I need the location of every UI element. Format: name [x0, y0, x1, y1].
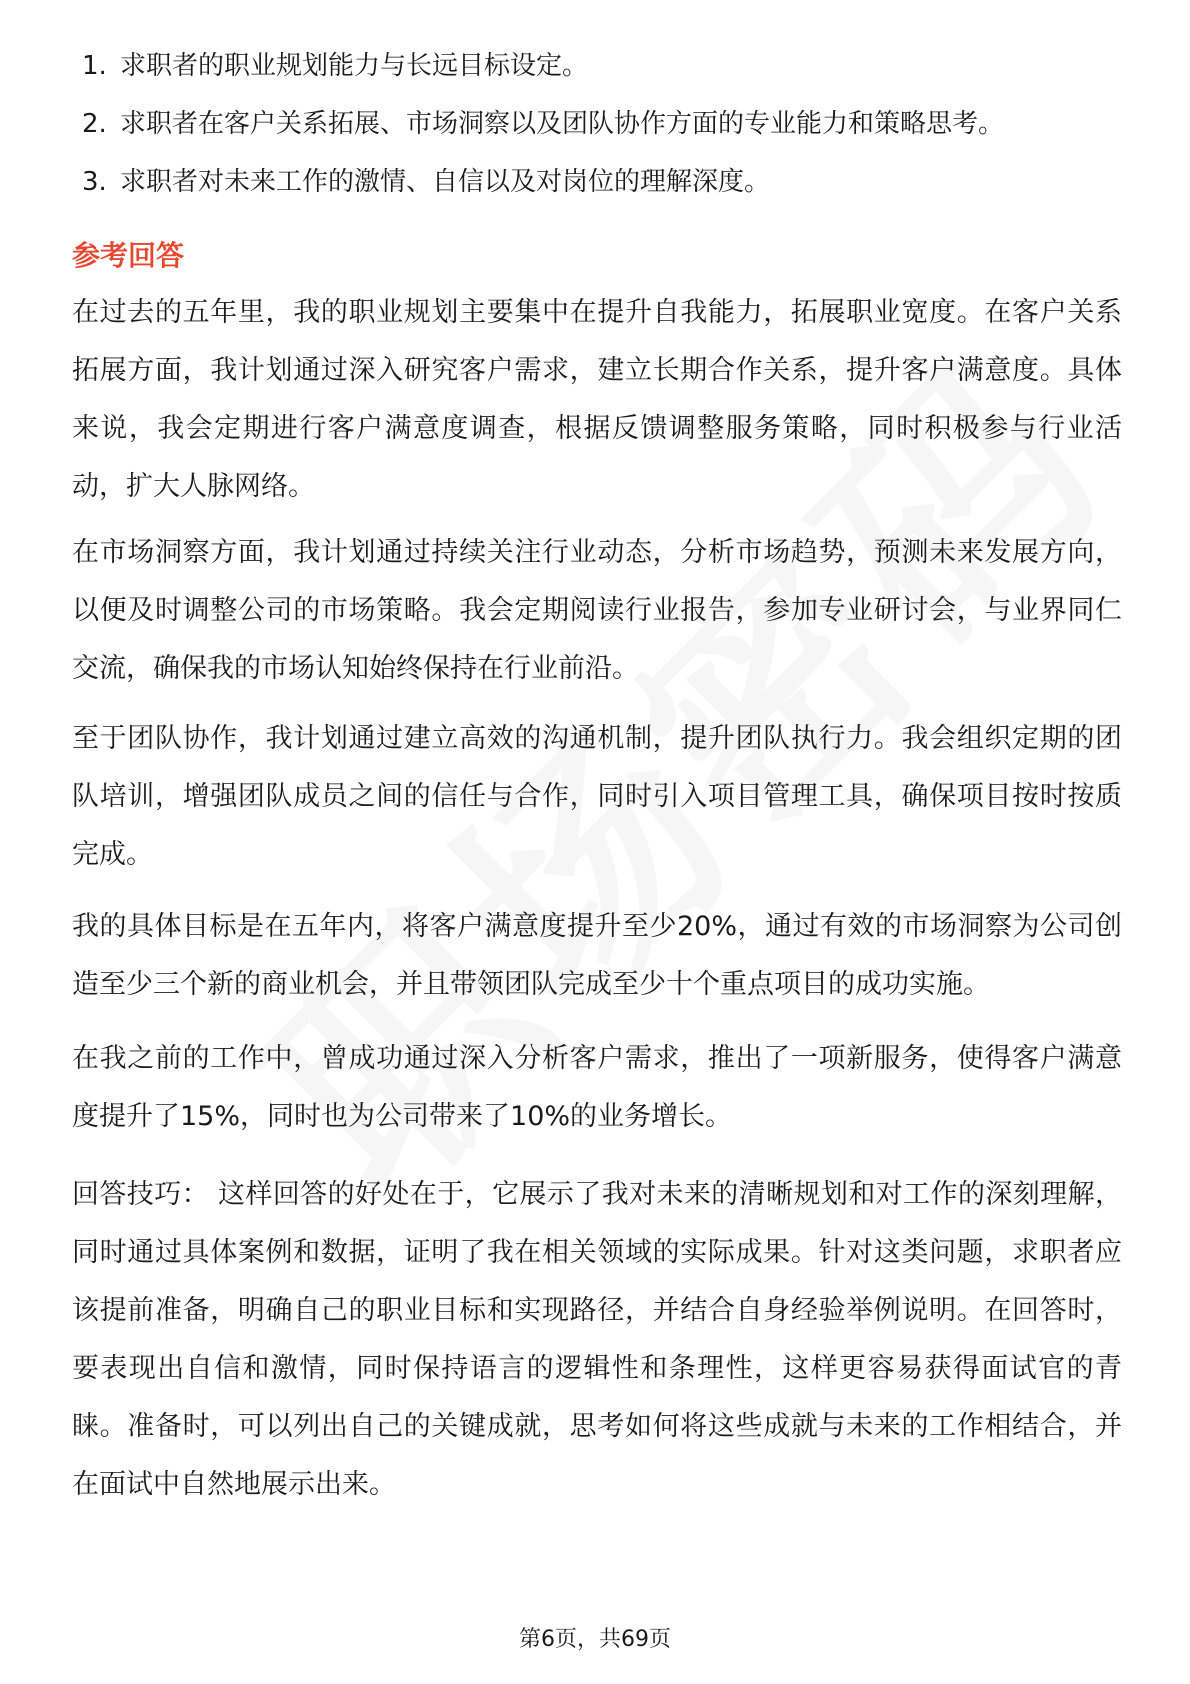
list-text: 求职者的职业规划能力与长远目标设定。: [120, 51, 589, 81]
list-text: 求职者在客户关系拓展、市场洞察以及团队协作方面的专业能力和策略思考。: [120, 109, 1005, 139]
page-number: 第6页，共69页: [519, 1627, 671, 1652]
evaluation-points-list: [82, 44, 1004, 218]
answer-paragraph-5: 在我之前的工作中，曾成功通过深入分析客户需求，推出了一项新服务，使得客户满意度提升了15%，同时也为公司带来了10%的业务增长。: [72, 1043, 1122, 1132]
list-item: [82, 102, 1004, 160]
list-number: 3.: [82, 167, 107, 197]
answer-paragraph-1: 在过去的五年里，我的职业规划主要集中在提升自我能力，拓展职业宽度。在客户关系拓展方面，我计划通过深入研究客户需求，建立长期合作关系，提升客户满意度。具体来说，我会定期进行客户满意度调查，根据反馈调整服务策略，同时积极参与行业活动，扩大人脉网络。: [72, 297, 1122, 502]
answer-paragraph-4: 我的具体目标是在五年内，将客户满意度提升至少20%，通过有效的市场洞察为公司创造至少三个新的商业机会，并且带领团队完成至少十个重点项目的成功实施。: [72, 911, 1122, 1000]
answer-paragraph-3: 至于团队协作，我计划通过建立高效的沟通机制，提升团队执行力。我会组织定期的团队培训，增强团队成员之间的信任与合作，同时引入项目管理工具，确保项目按时按质完成。: [72, 723, 1122, 870]
answer-paragraph-2: 在市场洞察方面，我计划通过持续关注行业动态，分析市场趋势，预测未来发展方向，以便及时调整公司的市场策略。我会定期阅读行业报告，参加专业研讨会，与业界同仁交流，确保我的市场认知始终保持在行业前沿。: [72, 537, 1122, 684]
list-number: 2.: [82, 109, 107, 139]
list-item: [82, 160, 1004, 218]
list-item: [82, 44, 1004, 102]
list-text: 求职者对未来工作的激情、自信以及对岗位的理解深度。: [120, 167, 771, 197]
list-number: 1.: [82, 51, 107, 81]
answer-tips-paragraph: 回答技巧： 这样回答的好处在于，它展示了我对未来的清晰规划和对工作的深刻理解，同时通过具体案例和数据，证明了我在相关领域的实际成果。针对这类问题，求职者应该提前准备，明确自己的职业目标和实现路径，并结合自身经验举例说明。在回答时，要表现出自信和激情，同时保持语言的逻辑性和条理性，这样更容易获得面试官的青睐。准备时，可以列出自己的关键成就，思考如何将这些成就与未来的工作相结合，并在面试中自然地展示出来。: [72, 1179, 1122, 1500]
section-heading: 参考回答: [72, 239, 185, 272]
